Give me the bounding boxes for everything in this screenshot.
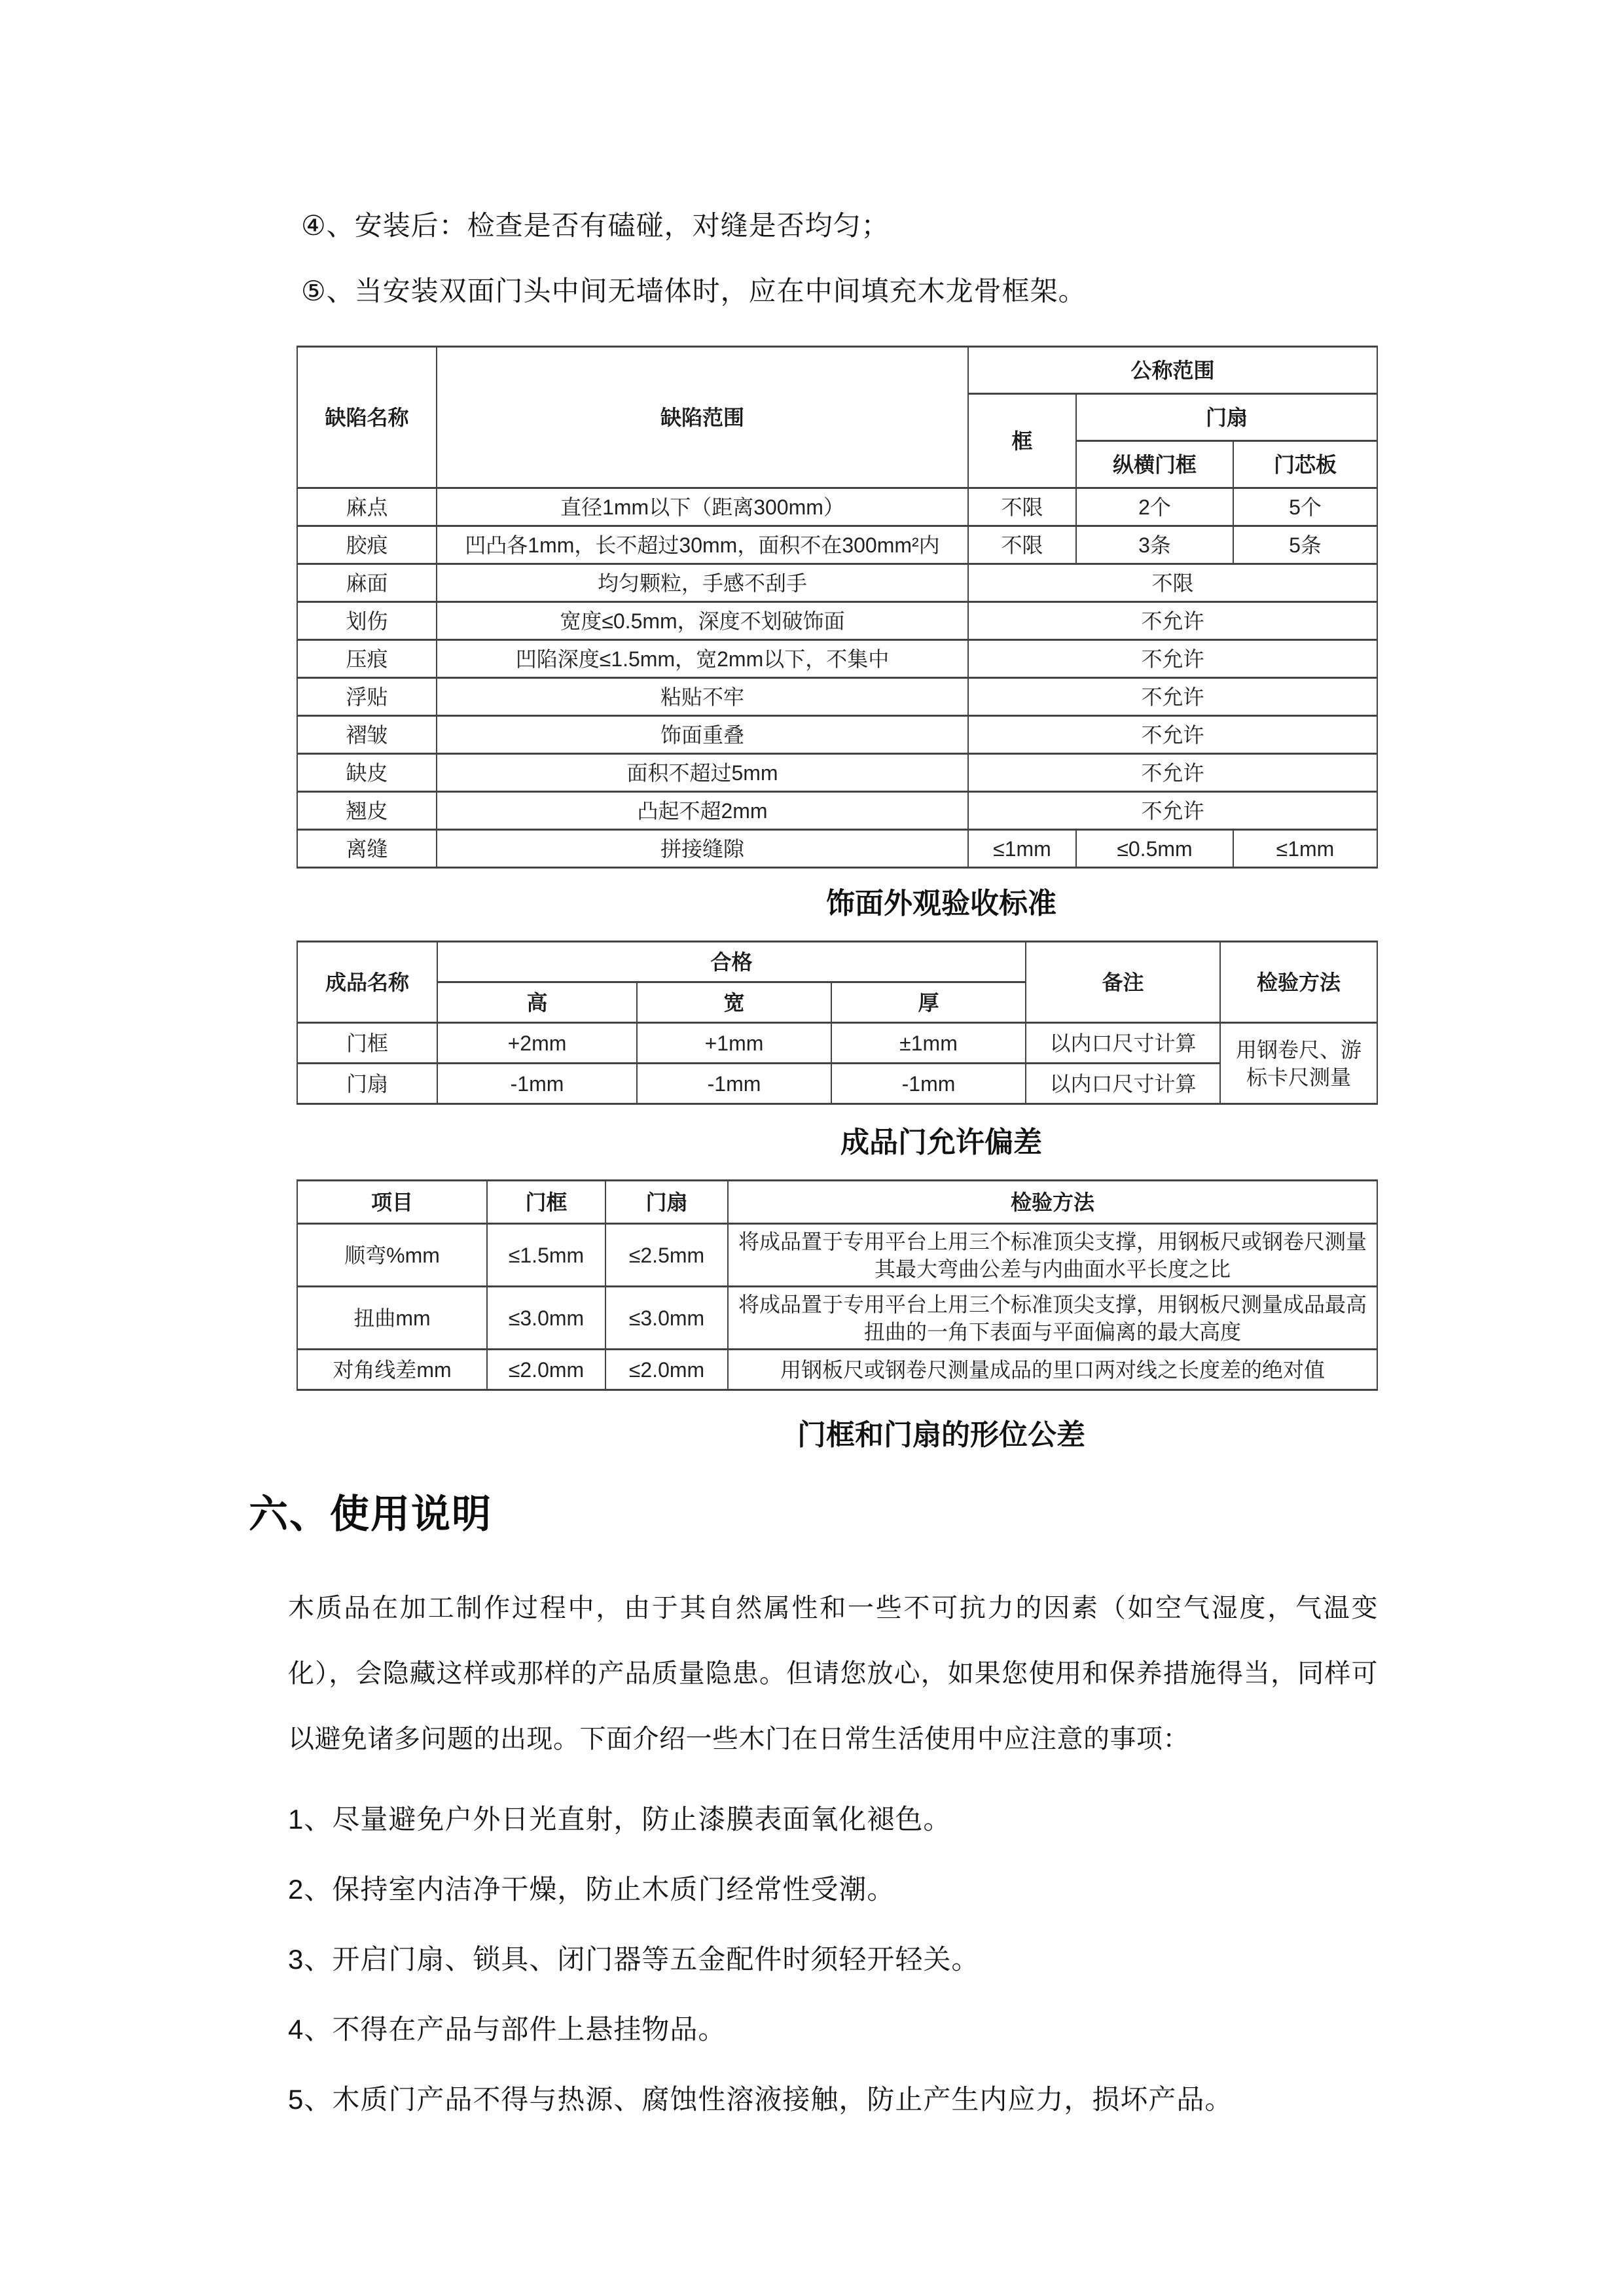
merged-limit-cell: 不限	[968, 564, 1377, 602]
col-frame: 框	[968, 394, 1076, 488]
defect-name-cell: 麻面	[297, 564, 437, 602]
col-door-leaf: 门扇	[1076, 394, 1377, 441]
method-cell: 将成品置于专用平台上用三个标准顶尖支撑，用钢板尺测量成品最高扭曲的一角下表面与平面偏离的最大高度	[728, 1287, 1377, 1350]
frame-cell: 不限	[968, 526, 1076, 564]
col-defect-name: 缺陷名称	[297, 347, 437, 488]
table-row	[297, 716, 1377, 754]
col-note: 备注	[1026, 942, 1220, 1023]
merged-limit-cell: 不允许	[968, 640, 1377, 678]
defect-name-cell: 缺皮	[297, 754, 437, 792]
frame-cell: ≤2.0mm	[487, 1350, 605, 1390]
col-method: 检验方法	[1220, 942, 1377, 1023]
item-cell: 对角线差mm	[297, 1350, 487, 1390]
leaf-cell: ≤2.0mm	[605, 1350, 728, 1390]
width-cell: -1mm	[637, 1064, 831, 1104]
table-row	[297, 1064, 1377, 1104]
col-width: 宽	[637, 982, 831, 1023]
defect-name-cell: 麻点	[297, 488, 437, 526]
defect-name-cell: 压痕	[297, 640, 437, 678]
defect-name-cell: 划伤	[297, 602, 437, 640]
thickness-cell: -1mm	[831, 1064, 1026, 1104]
merged-limit-cell: 不允许	[968, 716, 1377, 754]
section-heading: 六、使用说明	[249, 1492, 492, 1536]
defect-range-cell: 均匀颗粒，手感不刮手	[437, 564, 968, 602]
core-cell: 5条	[1233, 526, 1377, 564]
deviation-table	[297, 941, 1378, 1105]
method-cell: 将成品置于专用平台上用三个标准顶尖支撑，用钢板尺或钢卷尺测量其最大弯曲公差与内曲面水平长度之比	[728, 1224, 1377, 1287]
height-cell: -1mm	[437, 1064, 637, 1104]
col-thickness: 厚	[831, 982, 1026, 1023]
col-leaf-frame: 纵横门框	[1076, 441, 1233, 488]
col-height: 高	[437, 982, 637, 1023]
table-header-row	[297, 347, 1377, 394]
frame-cell: 不限	[968, 488, 1076, 526]
table-row	[297, 640, 1377, 678]
col-frame: 门框	[487, 1181, 605, 1224]
merged-limit-cell: 不允许	[968, 602, 1377, 640]
table-header-row	[297, 942, 1377, 982]
leaf-frame-cell: 3条	[1076, 526, 1233, 564]
table-row	[297, 754, 1377, 792]
leaf-frame-cell: ≤0.5mm	[1076, 830, 1233, 868]
leaf-frame-cell: 2个	[1076, 488, 1233, 526]
defect-range-cell: 凸起不超2mm	[437, 792, 968, 830]
item-cell: 顺弯%mm	[297, 1224, 487, 1287]
col-core-board: 门芯板	[1233, 441, 1377, 488]
table-row	[297, 488, 1377, 526]
section-paragraph: 木质品在加工制作过程中，由于其自然属性和一些不可抗力的因素（如空气湿度，气温变化），会隐藏这样或那样的产品质量隐患。但请您放心，如果您使用和保养措施得当，同样可以避免诸多问题的出现。下面介绍一些木门在日常生活使用中应注意的事项：	[288, 1594, 1378, 1753]
table-row	[297, 1224, 1377, 1287]
defect-range-cell: 拼接缝隙	[437, 830, 968, 868]
defect-range-cell: 直径1mm以下（距离300mm）	[437, 488, 968, 526]
merged-limit-cell: 不允许	[968, 754, 1377, 792]
frame-cell: ≤1mm	[968, 830, 1076, 868]
table-row	[297, 830, 1377, 868]
col-nominal-range: 公称范围	[968, 347, 1377, 394]
table-row	[297, 1350, 1377, 1390]
merged-limit-cell: 不允许	[968, 792, 1377, 830]
table-header-row	[297, 1181, 1377, 1224]
note-cell: 以内口尺寸计算	[1026, 1064, 1220, 1104]
col-product-name: 成品名称	[297, 942, 437, 1023]
table-row	[297, 526, 1377, 564]
defect-range-cell: 凹陷深度≤1.5mm，宽2mm以下，不集中	[437, 640, 968, 678]
product-name-cell: 门扇	[297, 1064, 437, 1104]
frame-cell: ≤1.5mm	[487, 1224, 605, 1287]
core-cell: ≤1mm	[1233, 830, 1377, 868]
col-method: 检验方法	[728, 1181, 1377, 1224]
thickness-cell: ±1mm	[831, 1023, 1026, 1064]
usage-item-1: 1、尽量避免户外日光直射，防止漆膜表面氧化褪色。	[288, 1804, 952, 1835]
merged-limit-cell: 不允许	[968, 678, 1377, 716]
col-leaf: 门扇	[605, 1181, 728, 1224]
table-caption-deviation: 成品门允许偏差	[840, 1126, 1042, 1158]
usage-item-5: 5、木质门产品不得与热源、腐蚀性溶液接触，防止产生内应力，损坏产品。	[288, 2084, 1233, 2115]
table-row	[297, 564, 1377, 602]
table-caption-tolerance: 门框和门扇的形位公差	[797, 1419, 1085, 1451]
frame-cell: ≤3.0mm	[487, 1287, 605, 1350]
defect-name-cell: 浮贴	[297, 678, 437, 716]
core-cell: 5个	[1233, 488, 1377, 526]
table-row	[297, 1023, 1377, 1064]
table-row	[297, 678, 1377, 716]
defect-name-cell: 翘皮	[297, 792, 437, 830]
product-name-cell: 门框	[297, 1023, 437, 1064]
leaf-cell: ≤2.5mm	[605, 1224, 728, 1287]
usage-item-4: 4、不得在产品与部件上悬挂物品。	[288, 2014, 727, 2045]
table-caption-surface: 饰面外观验收标准	[826, 888, 1056, 920]
tolerance-table	[297, 1179, 1378, 1391]
col-defect-range: 缺陷范围	[437, 347, 968, 488]
usage-item-3: 3、开启门扇、锁具、闭门器等五金配件时须轻开轻关。	[288, 1944, 980, 1975]
defect-name-cell: 胶痕	[297, 526, 437, 564]
table-row	[297, 792, 1377, 830]
defect-range-cell: 粘贴不牢	[437, 678, 968, 716]
item-cell: 扭曲mm	[297, 1287, 487, 1350]
surface-defect-table	[297, 346, 1378, 869]
method-cell: 用钢板尺或钢卷尺测量成品的里口两对线之长度差的绝对值	[728, 1350, 1377, 1390]
col-item: 项目	[297, 1181, 487, 1224]
leaf-cell: ≤3.0mm	[605, 1287, 728, 1350]
defect-name-cell: 褶皱	[297, 716, 437, 754]
defect-range-cell: 宽度≤0.5mm，深度不划破饰面	[437, 602, 968, 640]
note-cell: 以内口尺寸计算	[1026, 1023, 1220, 1064]
install-step-4: ④、安装后：检查是否有磕碰，对缝是否均匀；	[301, 210, 890, 241]
method-cell: 用钢卷尺、游标卡尺测量	[1220, 1023, 1377, 1104]
table-row	[297, 602, 1377, 640]
height-cell: +2mm	[437, 1023, 637, 1064]
defect-range-cell: 饰面重叠	[437, 716, 968, 754]
defect-name-cell: 离缝	[297, 830, 437, 868]
col-qualified: 合格	[437, 942, 1026, 982]
defect-range-cell: 面积不超过5mm	[437, 754, 968, 792]
width-cell: +1mm	[637, 1023, 831, 1064]
install-step-5: ⑤、当安装双面门头中间无墙体时，应在中间填充木龙骨框架。	[301, 276, 1087, 306]
table-row	[297, 1287, 1377, 1350]
defect-range-cell: 凹凸各1mm，长不超过30mm，面积不在300mm²内	[437, 526, 968, 564]
usage-item-2: 2、保持室内洁净干燥，防止木质门经常性受潮。	[288, 1874, 895, 1905]
